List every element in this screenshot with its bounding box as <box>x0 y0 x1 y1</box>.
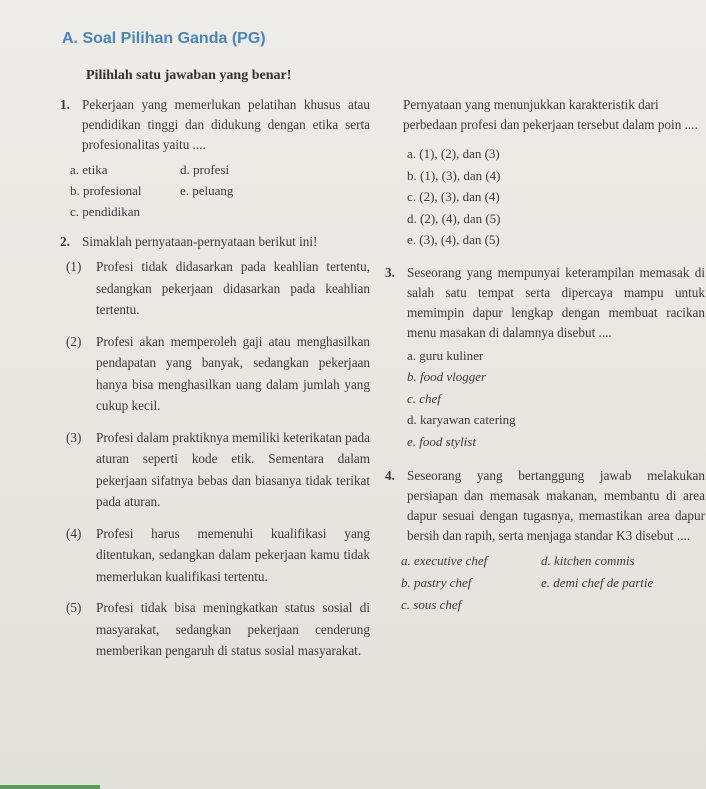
statement-3 <box>60 427 370 513</box>
statement-number: (1) <box>66 259 82 274</box>
question-number: 3. <box>385 264 395 280</box>
option-b[interactable] <box>407 366 705 388</box>
option-d[interactable]: d. karyawan catering <box>407 412 516 427</box>
instruction-text: Pilihlah satu jawaban yang benar! <box>86 68 292 83</box>
question-1 <box>60 95 370 222</box>
statement-2 <box>60 331 370 417</box>
option-a[interactable]: a. (1), (2), dan (3) <box>407 146 500 161</box>
option-b[interactable]: b. profesional <box>70 183 142 198</box>
statement-number: (3) <box>66 429 82 445</box>
option-b-text: b. food vlogger <box>407 369 487 384</box>
statement-text: Profesi dalam praktiknya memiliki keterikatan pada aturan seperti kode etik. Sementara dalam pekerjaan sifatnya bebas dan biasanya tidak terikat pada aturan. <box>96 429 370 509</box>
section-heading: A. Soal Pilihan Ganda (PG) <box>62 30 266 47</box>
option-d[interactable]: d. (2), (4), dan (5) <box>407 210 501 226</box>
question-text: Simaklah pernyataan-pernyataan berikut ini! <box>82 234 318 249</box>
option-b[interactable]: b. pastry chef <box>401 575 472 590</box>
statement-number: (5) <box>66 600 82 615</box>
option-b[interactable]: b. (1), (3), dan (4) <box>407 167 501 183</box>
option-a[interactable]: a. executive chef <box>401 553 488 568</box>
statement-number: (2) <box>66 333 82 349</box>
question-number: 4. <box>385 468 395 483</box>
statement-4 <box>60 523 370 588</box>
question-text: Pekerjaan yang memerlukan pelatihan khusus atau pendidikan tinggi dan didukung dengan etika serta profesionalitas yaitu .... <box>82 97 370 152</box>
option-c[interactable]: c. (2), (3), dan (4) <box>407 189 500 204</box>
question-number: 2. <box>60 234 70 249</box>
question-2-continuation: Pernyataan yang menunjukkan karakteristik dari perbedaan profesi dan pekerjaan tersebut dalam poin .... <box>403 97 698 132</box>
option-e[interactable]: e. peluang <box>180 183 234 198</box>
option-c[interactable]: c. sous chef <box>401 597 462 612</box>
option-c[interactable] <box>407 388 705 410</box>
statement-text: Profesi harus memenuhi kualifikasi yang ditentukan, sedangkan dalam pekerjaan kamu tidak memerlukan kualifikasi tertentu. <box>96 525 370 584</box>
statement-text: Profesi tidak didasarkan pada keahlian tertentu, sedangkan pekerjaan didasarkan pada keahlian tertentu. <box>96 259 370 317</box>
question-4 <box>385 466 705 616</box>
statement-number: (4) <box>66 525 82 541</box>
statement-text: Profesi akan memperoleh gaji atau menghasilkan pendapatan yang banyak, sedangkan pekerjaan hanya bisa menghasilkan uang dalam jumlah yang cukup kecil. <box>96 333 370 413</box>
option-a[interactable]: a. guru kuliner <box>407 347 484 363</box>
statement-text: Profesi tidak bisa meningkatkan status sosial di masyarakat, sedangkan pekerjaan cenderung memberikan pengaruh di status sosial masyarakat. <box>96 600 370 658</box>
option-c-text: c. chef <box>407 390 441 406</box>
option-c[interactable]: c. pendidikan <box>70 204 141 219</box>
right-column <box>385 95 705 616</box>
question-2 <box>60 232 370 662</box>
statement-1 <box>60 256 370 321</box>
question-text: Seseorang yang bertanggung jawab melakukan persiapan dan memasak makanan, membantu di area dapur sesuai dengan tugasnya, memastikan area dapur bersih dan rapih, serta menjaga standar K3 disebut .... <box>407 468 705 543</box>
option-e[interactable]: e. (3), (4), dan (5) <box>407 232 500 247</box>
option-e-text: e. food stylist <box>407 433 476 449</box>
page-edge-bar <box>0 785 100 789</box>
option-e[interactable] <box>407 431 705 453</box>
question-number: 1. <box>60 97 70 112</box>
option-d[interactable]: d. profesi <box>180 162 230 177</box>
left-column <box>60 95 370 662</box>
option-e[interactable]: e. demi chef de partie <box>541 575 654 590</box>
option-a[interactable]: a. etika <box>70 162 108 177</box>
question-3 <box>385 263 705 453</box>
option-d[interactable]: d. kitchen commis <box>541 553 635 568</box>
statement-5 <box>60 597 370 662</box>
question-text: Seseorang yang mempunyai keterampilan memasak di salah satu tempat serta dipercaya mampu untuk memimpin dapur lengkap dengan membuat racikan menu masakan di dalamnya disebut .... <box>407 264 705 340</box>
question-2-options <box>407 143 705 251</box>
